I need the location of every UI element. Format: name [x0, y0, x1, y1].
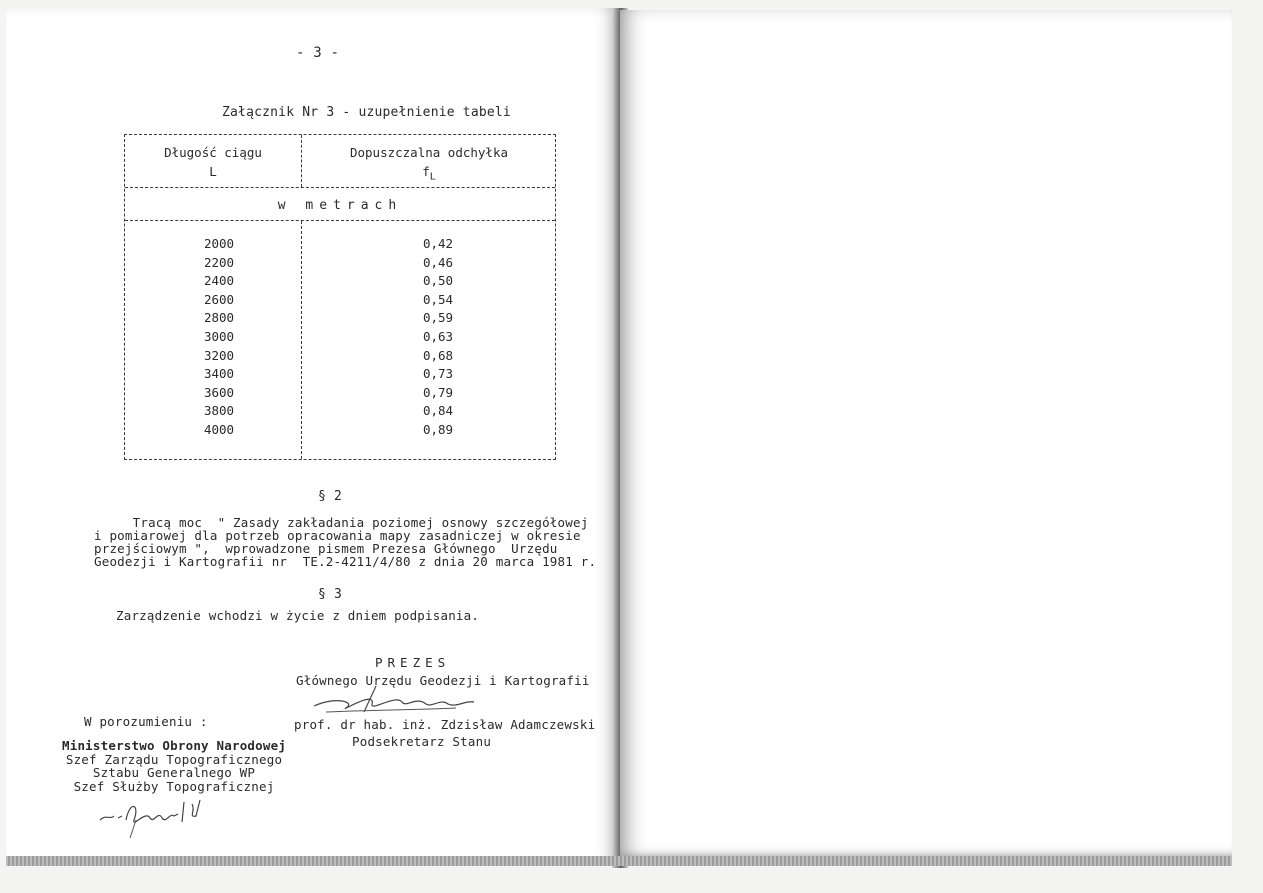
length-value: 2800 [203, 310, 235, 326]
section-2-line: i pomiarowej dla potrzeb opracowania mapy zasadniczej w okresie [94, 528, 581, 543]
signatory-name: prof. dr hab. inż. Zdzisław Adamczewski [294, 717, 596, 732]
page-edges [6, 856, 1232, 866]
deviation-value: 0,50 [422, 273, 454, 289]
section-3-text: Zarządzenie wchodzi w życie z dniem podpisania. [116, 608, 480, 623]
deviation-value: 0,84 [422, 403, 454, 419]
section-2-text [94, 516, 596, 568]
deviation-column [301, 235, 557, 440]
signatory-position: Podsekretarz Stanu [352, 734, 492, 749]
agreement-block [62, 739, 286, 793]
signature-adamczewski [306, 682, 506, 716]
deviation-value: 0,89 [422, 421, 454, 437]
header-length-label: Długość ciągu [164, 145, 262, 160]
agreement-line: Szef Zarządu Topograficznego [65, 751, 283, 767]
agreement-line: Sztabu Generalnego WP [92, 765, 256, 780]
section-2-line: przejściowym ", wprowadzone pismem Prezesa Głównego Urzędu [94, 541, 558, 556]
section-2-line: Geodezji i Kartografii nr TE.2-4211/4/80 z dnia 20 marca 1981 r. [94, 554, 597, 569]
header-deviation-label: Dopuszczalna odchyłka [349, 145, 509, 160]
length-value: 2000 [203, 236, 235, 251]
f-symbol: f [422, 164, 430, 179]
deviation-value: 0,42 [422, 236, 454, 251]
header-length [125, 145, 301, 179]
length-column [125, 235, 301, 440]
signature-mon [96, 790, 216, 840]
section-3-heading: § 3 [318, 587, 343, 602]
signatory-office: Głównego Urzędu Geodezji i Kartografii [296, 673, 590, 688]
units-rule [125, 220, 555, 221]
table-caption: Załącznik Nr 3 - uzupełnienie tabeli [222, 105, 511, 120]
deviation-value: 0,54 [422, 291, 454, 307]
units-row: w metrach [277, 198, 403, 213]
length-value: 2400 [203, 273, 235, 289]
length-value: 3600 [203, 384, 235, 400]
length-value: 3000 [203, 328, 235, 344]
length-value: 4000 [203, 421, 235, 437]
page-number: - 3 - [296, 45, 340, 61]
header-deviation-symbol [301, 164, 557, 183]
agreement-label: W porozumieniu : [84, 714, 208, 729]
section-2-line: Tracą moc " Zasady zakładania poziomej osnowy szczegółowej [94, 515, 589, 530]
header-rule [125, 187, 555, 188]
length-value: 2200 [203, 254, 235, 270]
agreement-line: Ministerstwo Obrony Narodowej [62, 738, 287, 753]
deviation-value: 0,59 [422, 310, 454, 326]
header-length-symbol: L [209, 164, 217, 179]
length-value: 3800 [203, 403, 235, 419]
left-page [6, 8, 618, 864]
agreement-line: Szef Służby Topograficznej [73, 778, 275, 794]
signatory-title: PREZES [375, 655, 451, 670]
length-value: 3400 [203, 366, 235, 382]
deviation-value: 0,79 [422, 384, 454, 400]
length-value: 2600 [203, 291, 235, 307]
deviation-table [124, 134, 556, 460]
length-value: 3200 [203, 347, 235, 363]
section-2-heading: § 2 [318, 489, 343, 504]
right-page-blank [620, 10, 1232, 856]
deviation-value: 0,46 [422, 254, 454, 270]
header-deviation [301, 145, 557, 183]
deviation-value: 0,68 [422, 347, 454, 363]
f-subscript: L [429, 171, 436, 183]
deviation-value: 0,63 [422, 328, 454, 344]
deviation-value: 0,73 [422, 366, 454, 382]
